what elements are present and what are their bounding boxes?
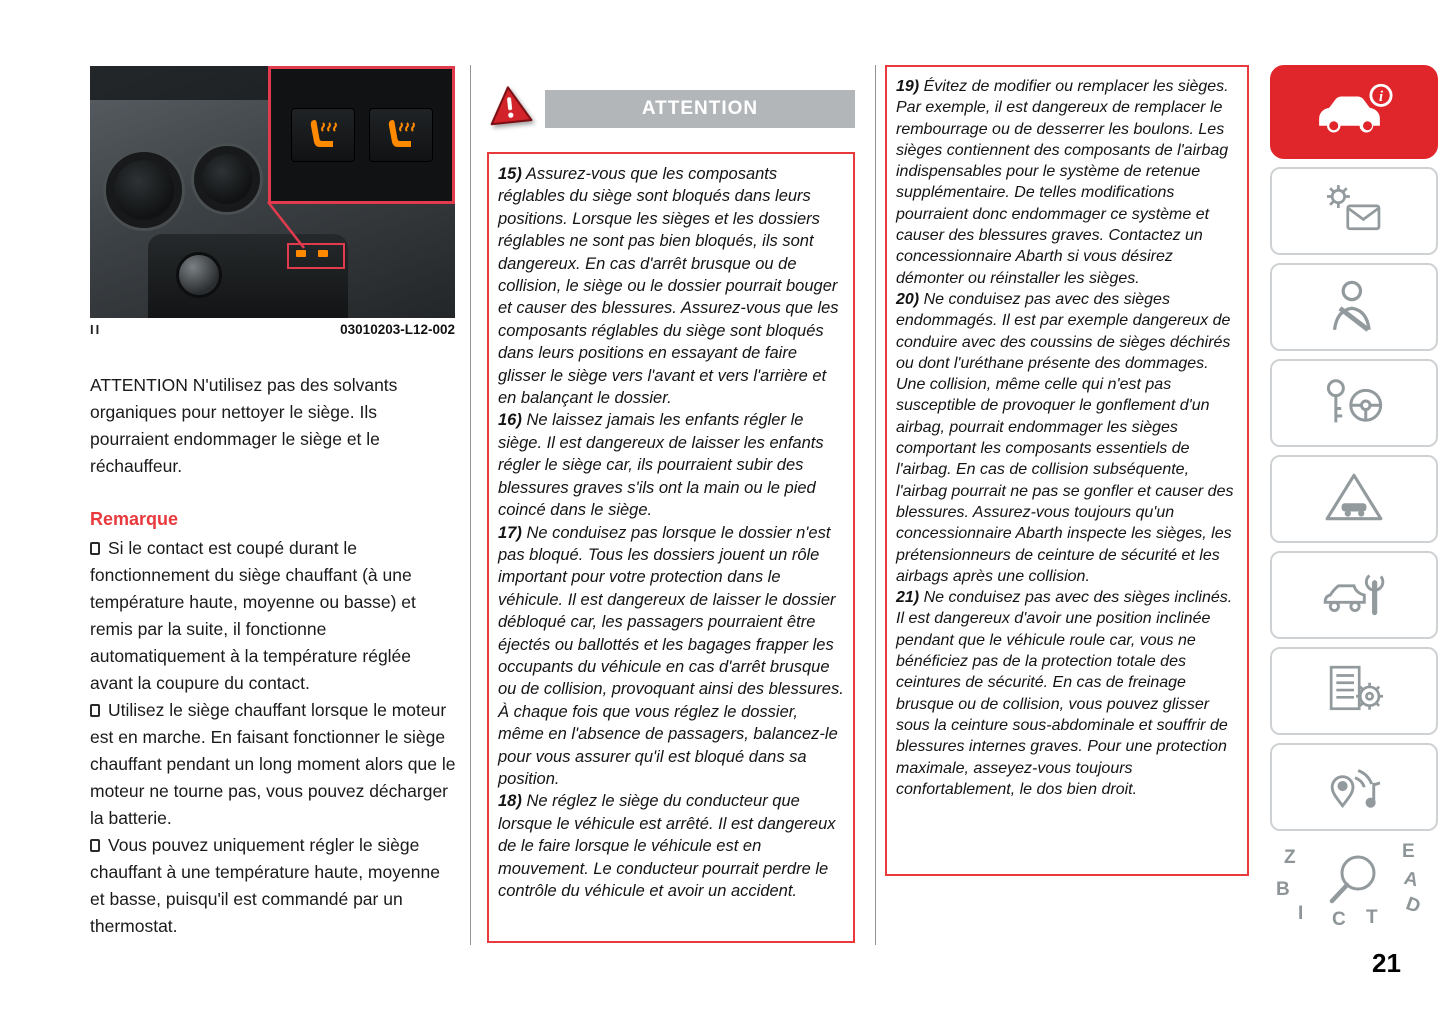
note-item <box>90 697 458 832</box>
square-bullet-icon <box>90 704 100 717</box>
warning-item <box>498 522 846 791</box>
warning-number: 17) <box>498 523 522 542</box>
middle-column <box>487 88 855 943</box>
sidebar-tab-index[interactable] <box>1270 839 1438 931</box>
warning-text: Ne conduisez pas avec des sièges inclinés. Il est dangereux d'avoir une position inclinée pendant que le véhicule roule car, vous ne bénéficiez pas de la protection totale des ceintures de sécurité. En cas de freinage brusque ou de collision, vous pouvez glisser sous la ceinture sous-abdominale et souffrir de blessures internes graves. Pour une protection maximale, asseyez-vous toujours confortablement, le dos bien droit. <box>896 589 1233 798</box>
safety-icon <box>1324 278 1384 337</box>
index-letter: B <box>1276 879 1290 900</box>
warning-item <box>896 76 1240 289</box>
square-bullet-icon <box>90 839 100 852</box>
warning-box-right <box>885 65 1249 876</box>
sidebar-tab-technical-data[interactable] <box>1270 647 1438 735</box>
warning-item <box>498 409 846 521</box>
index-letter: Z <box>1284 847 1296 868</box>
sidebar-tab-servicing-care[interactable] <box>1270 551 1438 639</box>
warning-number: 16) <box>498 411 522 430</box>
servicing-care-icon <box>1321 567 1387 624</box>
square-bullet-icon <box>90 542 100 555</box>
left-column <box>90 372 458 940</box>
index-letter: C <box>1332 909 1346 930</box>
index-letter: D <box>1402 893 1424 918</box>
seat-heater-switch-left <box>291 108 355 162</box>
warning-number: 19) <box>896 78 920 95</box>
attention-header-bar <box>545 90 855 128</box>
column-divider <box>470 65 471 945</box>
seat-heater-switches-inset <box>268 66 455 204</box>
note-text: Utilisez le siège chauffant lorsque le moteur est en marche. En faisant fonctionner le siège chauffant pendant un long moment alors que le moteur ne tourne pas, vous pouvez décharger la batterie. <box>90 700 456 828</box>
sidebar-tab-starting-driving[interactable] <box>1270 359 1438 447</box>
technical-data-icon <box>1323 662 1385 721</box>
note-item <box>90 535 458 697</box>
warning-text: Ne conduisez pas avec des sièges endommagés. Il est par exemple dangereux de conduire avec des coussins de sièges déchirés ou dont l'uréthane présente des dommages. Une collision, même celle qui n'est pas susceptible de provoquer le gonflement d'un airbag, pourrait endommager les sièges comportant les composants essentiels de l'airbag. En cas de collision subséquente, l'airbag pourrait ne pas se gonfler et causer des blessures. Assurez-vous toujours qu'un concessionnaire Abarth inspecte les sièges, les prétensionneurs de ceinture de sécurité et les airbags après une collision. <box>896 290 1234 585</box>
sidebar-tab-emergency[interactable] <box>1270 455 1438 543</box>
figure-caption: 03010203-L12-002 <box>340 322 455 337</box>
sidebar-tab-vehicle-info[interactable] <box>1270 65 1438 159</box>
note-text: Si le contact est coupé durant le fonctionnement du siège chauffant (à une température haute, moyenne ou basse) et remis par la suite, il fonctionne automatiquement à la température réglée avant la coupure du contact. <box>90 538 416 693</box>
section-sidebar <box>1270 65 1438 939</box>
seat-heater-switch-right <box>369 108 433 162</box>
attention-header <box>487 88 855 130</box>
warning-text: Assurez-vous que les composants réglables du siège sont bloqués dans leurs positions. Lorsque les sièges et les dossiers réglables ne sont pas bien bloqués, ils sont dangereux. En cas d'arrêt brusque ou de collision, le siège ou le dossier pourrait bouger et causer des blessures. Assurez-vous que les composants réglables du siège sont bloqués dans leurs positions en essayant de faire glisser le siège vers l'avant et vers l'arrière et en balançant le dossier. <box>498 165 839 408</box>
index-letter: A <box>1402 867 1420 892</box>
warning-number: 21) <box>896 589 920 607</box>
column-divider <box>875 65 876 945</box>
page-number: 21 <box>1372 948 1401 978</box>
note-item <box>90 832 458 940</box>
right-column <box>885 65 1249 876</box>
warning-text: Ne réglez le siège du conducteur que lorsque le véhicule est arrêté. Il est dangereux de le faire lorsque le véhicule est en mouvement. Le conducteur pourrait perdre le contrôle du véhicule et avoir un accident. <box>498 792 836 900</box>
warning-item <box>896 289 1240 587</box>
emergency-icon <box>1323 471 1385 528</box>
warning-item <box>498 163 846 409</box>
note-text: Vous pouvez uniquement régler le siège chauffant à une température haute, moyenne et basse, puisqu'il est commandé par un thermostat. <box>90 835 440 936</box>
warning-text: Ne conduisez pas lorsque le dossier n'est pas bloqué. Tous les dossiers jouent un rôle important pour votre protection dans le véhicule. Il est dangereux de laisser le dossier débloqué car, les passagers pourraient être éjectés ou ballottés et les bagages frapper les occupants du véhicule en cas d'arrêt brusque ou de collision, provoquant ainsi des blessures. À chaque fois que vous réglez le dossier, même en l'absence de passagers, balancez-le pour vous assurer qu'il est bloqué dans sa position. <box>498 523 844 788</box>
warning-item <box>498 790 846 902</box>
attention-header-label: ATTENTION <box>641 98 759 119</box>
heated-seat-icon <box>303 115 343 155</box>
sidebar-tab-safety[interactable] <box>1270 263 1438 351</box>
figure-marker: II <box>90 322 102 337</box>
sidebar-tab-dashboard-messages[interactable] <box>1270 167 1438 255</box>
vehicle-info-icon <box>1310 83 1398 142</box>
warning-number: 18) <box>498 792 522 811</box>
dashboard-messages-icon <box>1322 183 1386 240</box>
sidebar-tab-multimedia[interactable] <box>1270 743 1438 831</box>
note-heading: Remarque <box>90 509 179 529</box>
index-letter: T <box>1366 907 1378 928</box>
warning-text: Ne laissez jamais les enfants régler le siège. Il est dangereux de laisser les enfants régler le siège car, ils pourraient subir des blessures graves s'ils ont la main ou le pied coincé dans le siège. <box>498 411 824 520</box>
svg-text:i: i <box>1378 88 1384 105</box>
attention-paragraph: ATTENTION N'utilisez pas des solvants organiques pour nettoyer le siège. Ils pourraient endommager le siège et le réchauffeur. <box>90 375 398 476</box>
warning-number: 20) <box>896 290 920 308</box>
warning-number: 15) <box>498 165 522 183</box>
warning-box-middle <box>487 152 855 943</box>
index-letter: E <box>1402 841 1415 862</box>
warning-triangle-icon <box>485 81 540 133</box>
dashboard-figure <box>90 66 455 318</box>
warning-text: Évitez de modifier ou remplacer les sièges. Par exemple, il est dangereux de remplacer le rembourrage ou de desserrer les boulons. Les sièges contiennent des composants de l'airbag indispensables pour le système de retenue supplémentaire. De telles modifications pourraient donc endommager ce système et causer des blessures graves. Contactez un concessionnaire Abarth si vous désirez démonter ou réinstaller les sièges. <box>896 78 1229 287</box>
starting-driving-icon <box>1322 374 1386 433</box>
warning-item <box>896 587 1240 800</box>
figure-caption-row <box>90 322 455 337</box>
heated-seat-icon <box>381 115 421 155</box>
index-letter: I <box>1298 903 1304 924</box>
multimedia-icon <box>1323 758 1385 817</box>
